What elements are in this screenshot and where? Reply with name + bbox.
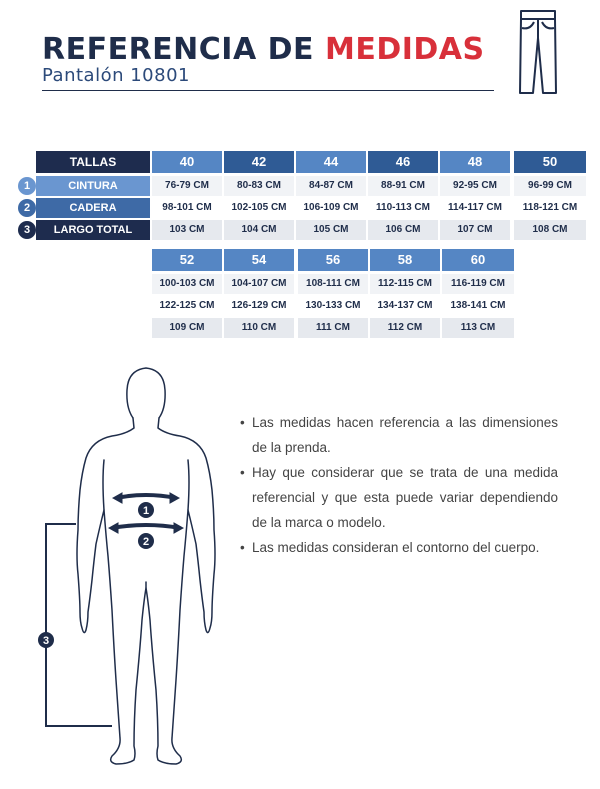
cadera-cell: 126-129 CM <box>224 296 294 316</box>
size-table <box>0 0 600 345</box>
largo-cell: 111 CM <box>298 318 368 338</box>
cintura-cell: 104-107 CM <box>224 274 294 294</box>
cadera-cell: 122-125 CM <box>152 296 222 316</box>
note-item: • Las medidas hacen referencia a las dimensiones de la prenda. <box>240 410 558 460</box>
largo-cell: 103 CM <box>152 220 222 240</box>
row-label-largo-total: LARGO TOTAL <box>36 220 150 240</box>
marker-1-label: 1 <box>142 505 150 517</box>
cintura-cell: 116-119 CM <box>442 274 514 294</box>
row-number-3: 3 <box>18 221 36 239</box>
cintura-cell: 100-103 CM <box>152 274 222 294</box>
cadera-cell: 110-113 CM <box>368 198 438 218</box>
cadera-cell: 106-109 CM <box>296 198 366 218</box>
body-outline <box>77 368 215 764</box>
title-part-1: REFERENCIA DE <box>42 32 315 67</box>
largo-cell: 105 CM <box>296 220 366 240</box>
size-header: 52 <box>152 249 222 271</box>
largo-cell: 108 CM <box>514 220 586 240</box>
size-header: 44 <box>296 151 366 173</box>
cintura-cell: 76-79 CM <box>152 176 222 196</box>
title-part-2: MEDIDAS <box>324 32 485 67</box>
largo-cell: 107 CM <box>440 220 510 240</box>
row-number-2: 2 <box>18 199 36 217</box>
page-subtitle: Pantalón 10801 <box>42 65 190 86</box>
largo-cell: 104 CM <box>224 220 294 240</box>
cintura-cell: 88-91 CM <box>368 176 438 196</box>
marker-3-label: 3 <box>42 635 50 647</box>
largo-cell: 110 CM <box>224 318 294 338</box>
largo-cell: 106 CM <box>368 220 438 240</box>
size-header: 50 <box>514 151 586 173</box>
row-label-cadera: CADERA <box>36 198 150 218</box>
size-header: 40 <box>152 151 222 173</box>
notes-list <box>240 410 558 560</box>
cintura-cell: 112-115 CM <box>370 274 440 294</box>
row-number-1: 1 <box>18 177 36 195</box>
cintura-cell: 80-83 CM <box>224 176 294 196</box>
cadera-cell: 102-105 CM <box>224 198 294 218</box>
size-header: 42 <box>224 151 294 173</box>
size-header: 46 <box>368 151 438 173</box>
size-header: 56 <box>298 249 368 271</box>
largo-cell: 112 CM <box>370 318 440 338</box>
cadera-cell: 130-133 CM <box>298 296 368 316</box>
marker-2-label: 2 <box>142 536 150 548</box>
size-header: 58 <box>370 249 440 271</box>
cintura-cell: 108-111 CM <box>298 274 368 294</box>
cadera-cell: 114-117 CM <box>440 198 510 218</box>
row-label-cintura: CINTURA <box>36 176 150 196</box>
cadera-cell: 138-141 CM <box>442 296 514 316</box>
cadera-cell: 118-121 CM <box>514 198 586 218</box>
body-figure <box>0 360 240 780</box>
largo-cell: 109 CM <box>152 318 222 338</box>
note-item: • Las medidas consideran el contorno del cuerpo. <box>240 535 558 560</box>
note-item: • Hay que considerar que se trata de una medida referencial y que esta puede variar dependiendo de la marca o modelo. <box>240 460 558 535</box>
cintura-cell: 84-87 CM <box>296 176 366 196</box>
cintura-cell: 96-99 CM <box>514 176 586 196</box>
size-header: 54 <box>224 249 294 271</box>
size-header: 60 <box>442 249 514 271</box>
largo-cell: 113 CM <box>442 318 514 338</box>
cadera-cell: 98-101 CM <box>152 198 222 218</box>
size-header: 48 <box>440 151 510 173</box>
cintura-cell: 92-95 CM <box>440 176 510 196</box>
cadera-cell: 134-137 CM <box>370 296 440 316</box>
tallas-header: TALLAS <box>36 151 150 173</box>
